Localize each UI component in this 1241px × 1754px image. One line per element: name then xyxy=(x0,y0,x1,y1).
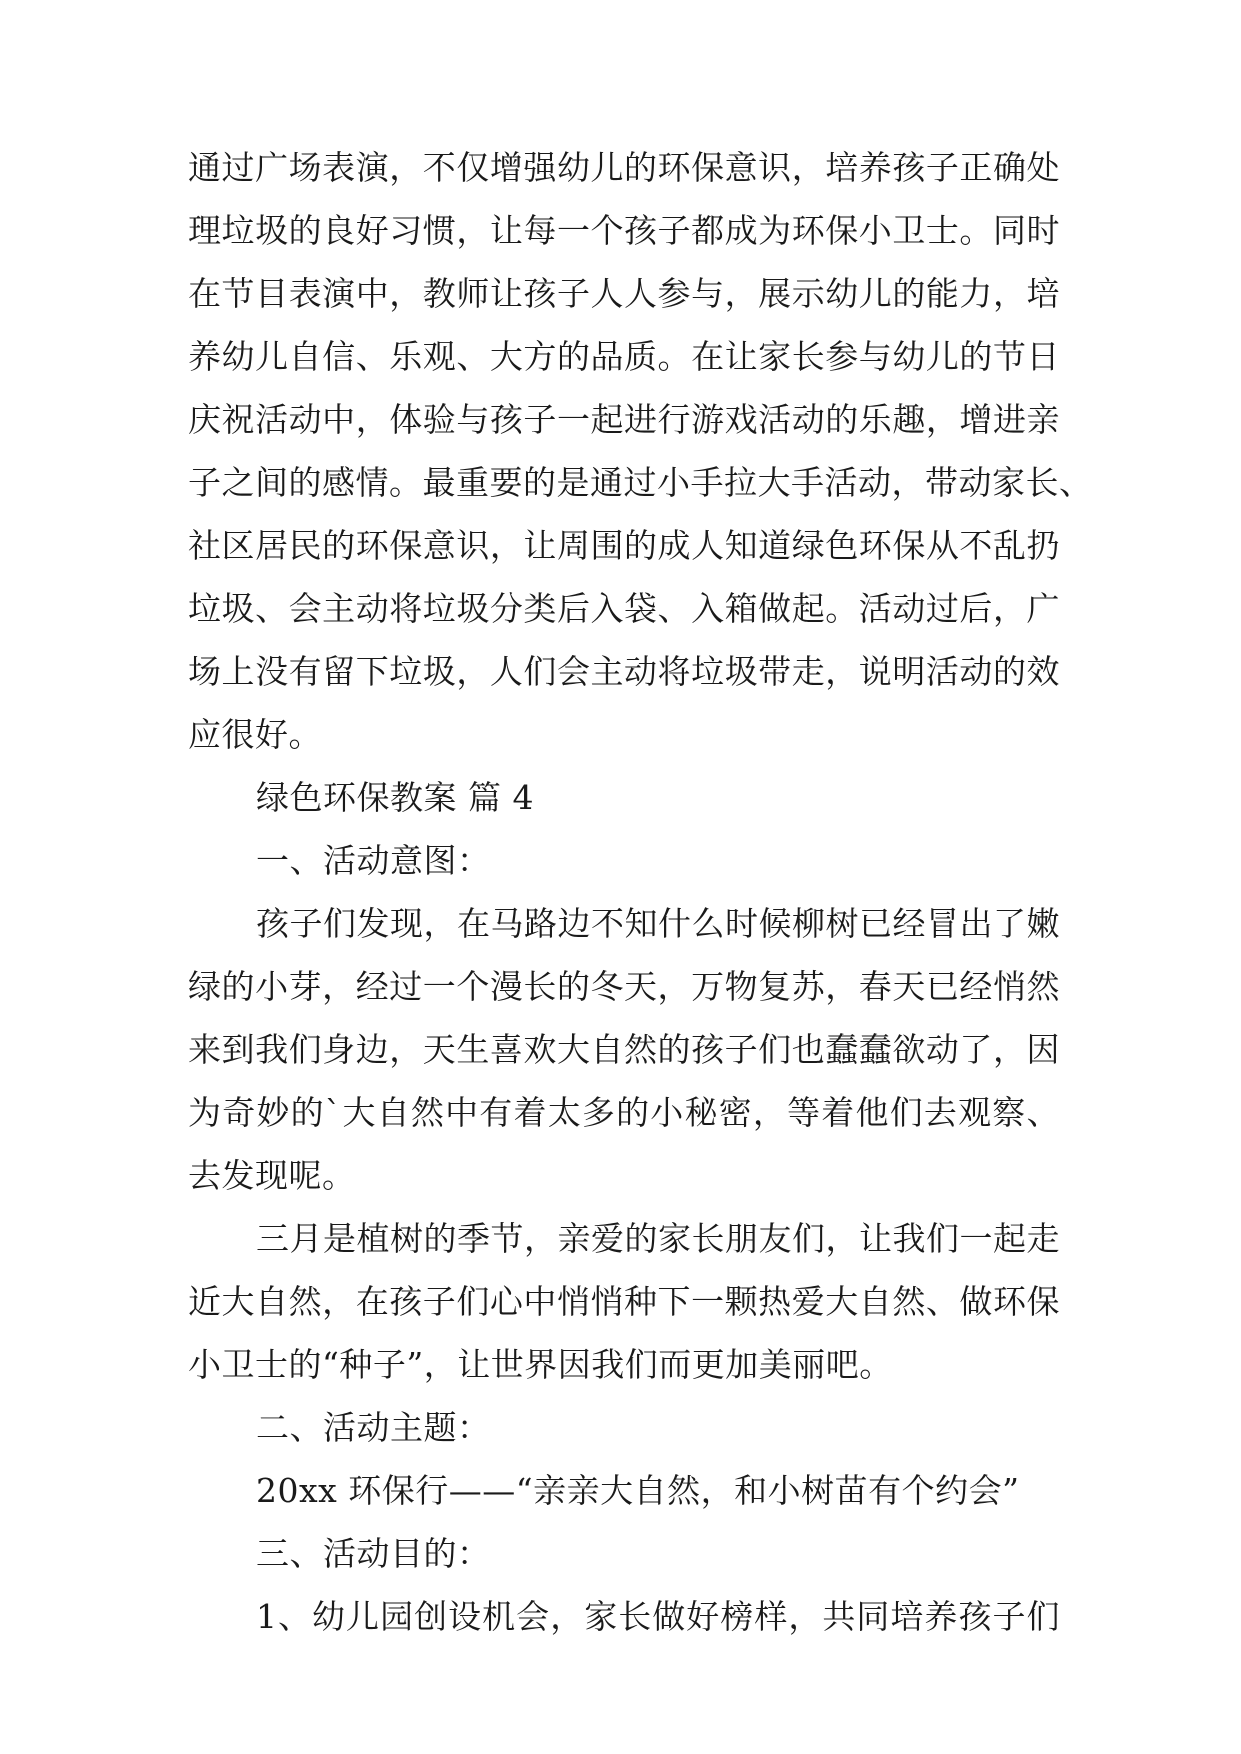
section-title: 绿色环保教案 篇 4 xyxy=(256,778,534,817)
paragraph-line: 去发现呢。 xyxy=(188,1156,356,1195)
paragraph-line: 场上没有留下垃圾，人们会主动将垃圾带走，说明活动的效 xyxy=(188,652,1060,691)
theme-line: 20xx 环保行——“亲亲大自然，和小树苗有个约会” xyxy=(256,1471,1020,1510)
paragraph-line: 社区居民的环保意识，让周围的成人知道绿色环保从不乱扔 xyxy=(188,526,1060,565)
paragraph-line: 子之间的感情。最重要的是通过小手拉大手活动，带动家长、 xyxy=(188,463,1093,502)
paragraph-line: 三月是植树的季节，亲爱的家长朋友们，让我们一起走 xyxy=(256,1219,1060,1258)
paragraph-line: 1、幼儿园创设机会，家长做好榜样，共同培养孩子们 xyxy=(256,1597,1060,1636)
paragraph-line: 为奇妙的`大自然中有着太多的小秘密，等着他们去观察、 xyxy=(188,1093,1060,1132)
paragraph-line: 通过广场表演，不仅增强幼儿的环保意识，培养孩子正确处 xyxy=(188,148,1060,187)
paragraph-line: 理垃圾的良好习惯，让每一个孩子都成为环保小卫士。同时 xyxy=(188,211,1060,250)
paragraph-line: 近大自然，在孩子们心中悄悄种下一颗热爱大自然、做环保 xyxy=(188,1282,1060,1321)
paragraph-line: 庆祝活动中，体验与孩子一起进行游戏活动的乐趣，增进亲 xyxy=(188,400,1060,439)
paragraph-line: 绿的小芽，经过一个漫长的冬天，万物复苏，春天已经悄然 xyxy=(188,967,1060,1006)
paragraph-line: 在节目表演中，教师让孩子人人参与，展示幼儿的能力，培 xyxy=(188,274,1060,313)
paragraph-line: 小卫士的“种子”，让世界因我们而更加美丽吧。 xyxy=(188,1345,893,1384)
section-heading: 三、活动目的： xyxy=(256,1534,491,1573)
paragraph-line: 养幼儿自信、乐观、大方的品质。在让家长参与幼儿的节日 xyxy=(188,337,1060,376)
section-heading: 二、活动主题： xyxy=(256,1408,491,1447)
section-heading: 一、活动意图： xyxy=(256,841,491,880)
paragraph-line: 孩子们发现，在马路边不知什么时候柳树已经冒出了嫩 xyxy=(256,904,1060,943)
paragraph-line: 应很好。 xyxy=(188,715,322,754)
paragraph-line: 垃圾、会主动将垃圾分类后入袋、入箱做起。活动过后，广 xyxy=(188,589,1060,628)
paragraph-line: 来到我们身边，天生喜欢大自然的孩子们也蠢蠢欲动了，因 xyxy=(188,1030,1060,1069)
